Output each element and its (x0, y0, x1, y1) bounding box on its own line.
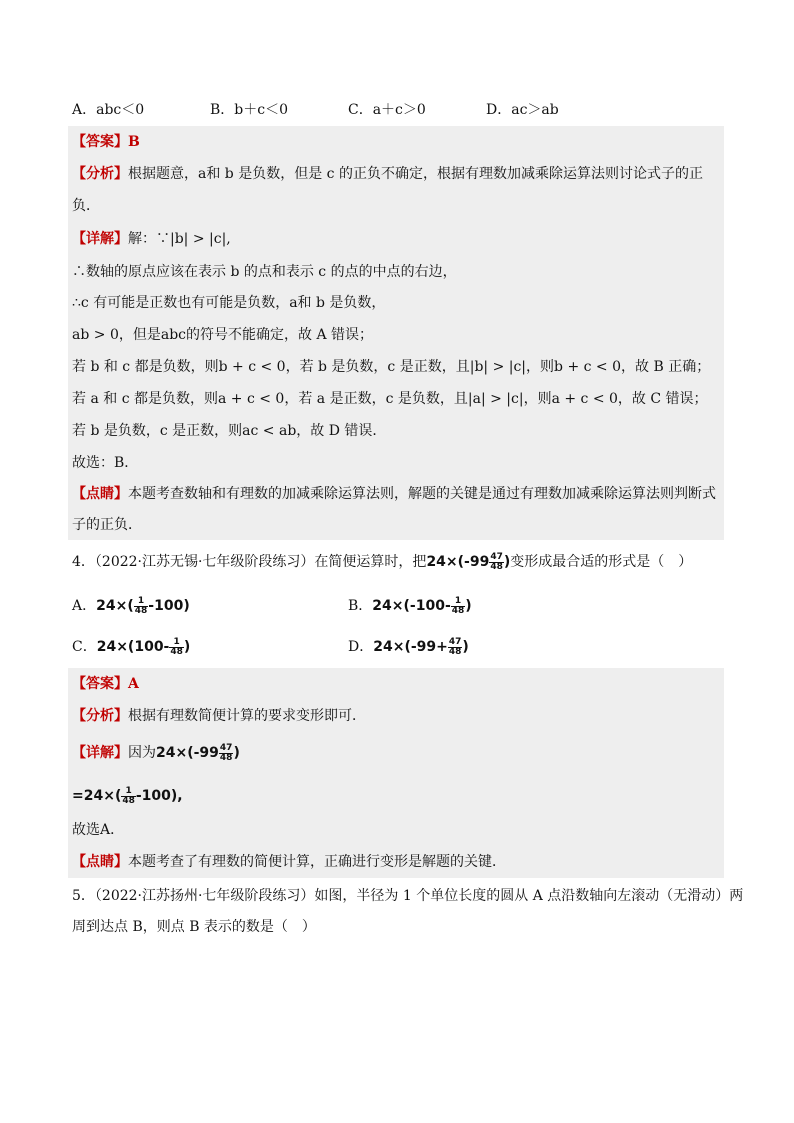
fraction-numerator: 47 (490, 551, 503, 562)
fraction-numerator: 1 (121, 787, 136, 797)
detail-text: 因为 (128, 745, 156, 761)
q3-detail-line2: ∴数轴的原点应该在表示 b 的点和表示 c 的点的中点的右边， (72, 264, 457, 280)
q3-option-b: B．b＋c＜0 (210, 102, 288, 118)
analysis-label: 【分析】 (72, 708, 128, 724)
q3-detail-line4: ab > 0，但是abc的符号不能确定，故 A 错误； (72, 327, 374, 343)
detail-label: 【详解】 (72, 745, 128, 761)
q4-analysis (72, 706, 366, 726)
option-label: C． (72, 639, 97, 655)
answer-label: 【答案】A (72, 676, 139, 692)
q3-detail-line3: ∴c 有可能是正数也有可能是负数，a和 b 是负数， (72, 295, 386, 311)
fraction-denominator: 48 (134, 605, 148, 616)
fraction-numerator: 47 (448, 636, 462, 647)
q4-option-c (72, 637, 190, 657)
q4-option-a (72, 596, 190, 616)
q3-comment-line1 (72, 484, 716, 504)
fraction-numerator: 1 (134, 597, 149, 607)
fraction-denominator: 48 (122, 795, 135, 806)
q4-choose: 故选A． (72, 822, 125, 838)
fraction-numerator: 1 (451, 597, 466, 607)
option-label: A． (72, 598, 97, 614)
analysis-label: 【分析】 (72, 166, 128, 182)
fraction-denominator: 48 (170, 646, 183, 657)
q4-answer (72, 674, 139, 694)
q5-stem-line1: 5．（2022·江苏扬州·七年级阶段练习）如图，半径为 1 个单位长度的圆从 A 点沿数轴向左滚动（无滑动）两 (72, 888, 744, 904)
q4-stem-tail: 变形成最合适的形式是（ ） (510, 554, 693, 570)
q4-stem-close: ) (503, 554, 511, 570)
option-expr: 24×( (96, 598, 134, 614)
comment-text: 本题考查了有理数的简便计算，正确进行变形是解题的关键． (128, 854, 506, 870)
q3-comment-line2: 子的正负． (72, 517, 142, 533)
q3-detail-line5: 若 b 和 c 都是负数，则b + c < 0，若 b 是负数，c 是正数，且|b| > |c|，则b + c < 0，故 B 正确； (72, 359, 711, 375)
q4-option-d (348, 637, 469, 657)
q3-detail-line1 (72, 229, 231, 249)
q4-stem (72, 552, 692, 572)
step-expr-tail: -100), (135, 788, 183, 804)
step-fraction (121, 787, 136, 806)
q4-comment (72, 852, 506, 872)
detail-expression: 24×(-99 (156, 745, 219, 761)
q3-option-c: C．a＋c＞0 (348, 102, 426, 118)
detail-text: 解：∵|b| > |c|, (128, 231, 231, 247)
option-expr-tail: -100) (148, 598, 190, 614)
option-expr: 24×(100- (96, 639, 170, 655)
q3-option-a: A．abc＜0 (72, 102, 145, 118)
fraction-numerator: 47 (219, 742, 233, 753)
option-label: D． (348, 639, 374, 655)
option-fraction (134, 597, 149, 616)
option-expr: 24×(-99+ (373, 639, 448, 655)
option-expr-tail: ) (465, 598, 472, 614)
q4-stem-fraction (489, 553, 504, 572)
option-fraction (448, 638, 463, 657)
q3-analysis-line1 (72, 164, 703, 184)
q3-option-d: D．ac＞ab (486, 102, 559, 118)
q5-stem-line2: 周到达点 B，则点 B 表示的数是（ ） (72, 919, 316, 935)
detail-label: 【详解】 (72, 231, 128, 247)
fraction-denominator: 48 (451, 605, 465, 616)
comment-text: 本题考查数轴和有理数的加减乘除运算法则，解题的关键是通过有理数加减乘除运算法则判断式 (128, 486, 716, 502)
option-fraction (451, 597, 466, 616)
q3-detail-line7: 若 b 是负数，c 是正数，则ac < ab，故 D 错误． (72, 423, 387, 439)
q4-detail (72, 743, 240, 763)
q4-solution-block (68, 668, 724, 878)
fraction-denominator: 48 (219, 752, 233, 763)
option-expr: 24×(-100- (372, 598, 451, 614)
q3-answer (72, 132, 140, 152)
comment-label: 【点睛】 (72, 486, 128, 502)
answer-label: 【答案】B (72, 134, 140, 150)
detail-close: ) (233, 745, 240, 761)
analysis-text: 根据题意，a和 b 是负数，但是 c 的正负不确定，根据有理数加减乘除运算法则讨论式子的正 (128, 166, 703, 182)
option-label: B． (348, 598, 373, 614)
fraction-numerator: 1 (169, 638, 184, 648)
q4-option-b (348, 596, 472, 616)
q3-detail-line6: 若 a 和 c 都是负数，则a + c < 0，若 a 是正数，c 是负数，且|a| > |c|，则a + c < 0，故 C 错误； (72, 391, 708, 407)
option-fraction (169, 638, 184, 657)
fraction-denominator: 48 (490, 561, 503, 572)
option-expr-tail: ) (462, 639, 469, 655)
analysis-text: 根据有理数简便计算的要求变形即可． (128, 708, 366, 724)
q3-choose: 故选：B． (72, 455, 139, 471)
comment-label: 【点睛】 (72, 854, 128, 870)
step-expr: =24×( (72, 788, 122, 804)
q4-stem-text: 4．（2022·江苏无锡·七年级阶段练习）在简便运算时，把 (72, 554, 427, 570)
q3-analysis-line2: 负． (72, 198, 100, 214)
option-expr-tail: ) (183, 639, 191, 655)
q4-stem-expression: 24×(-99 (426, 554, 490, 570)
detail-fraction (219, 744, 234, 763)
fraction-denominator: 48 (448, 646, 462, 657)
q4-step (72, 786, 183, 806)
